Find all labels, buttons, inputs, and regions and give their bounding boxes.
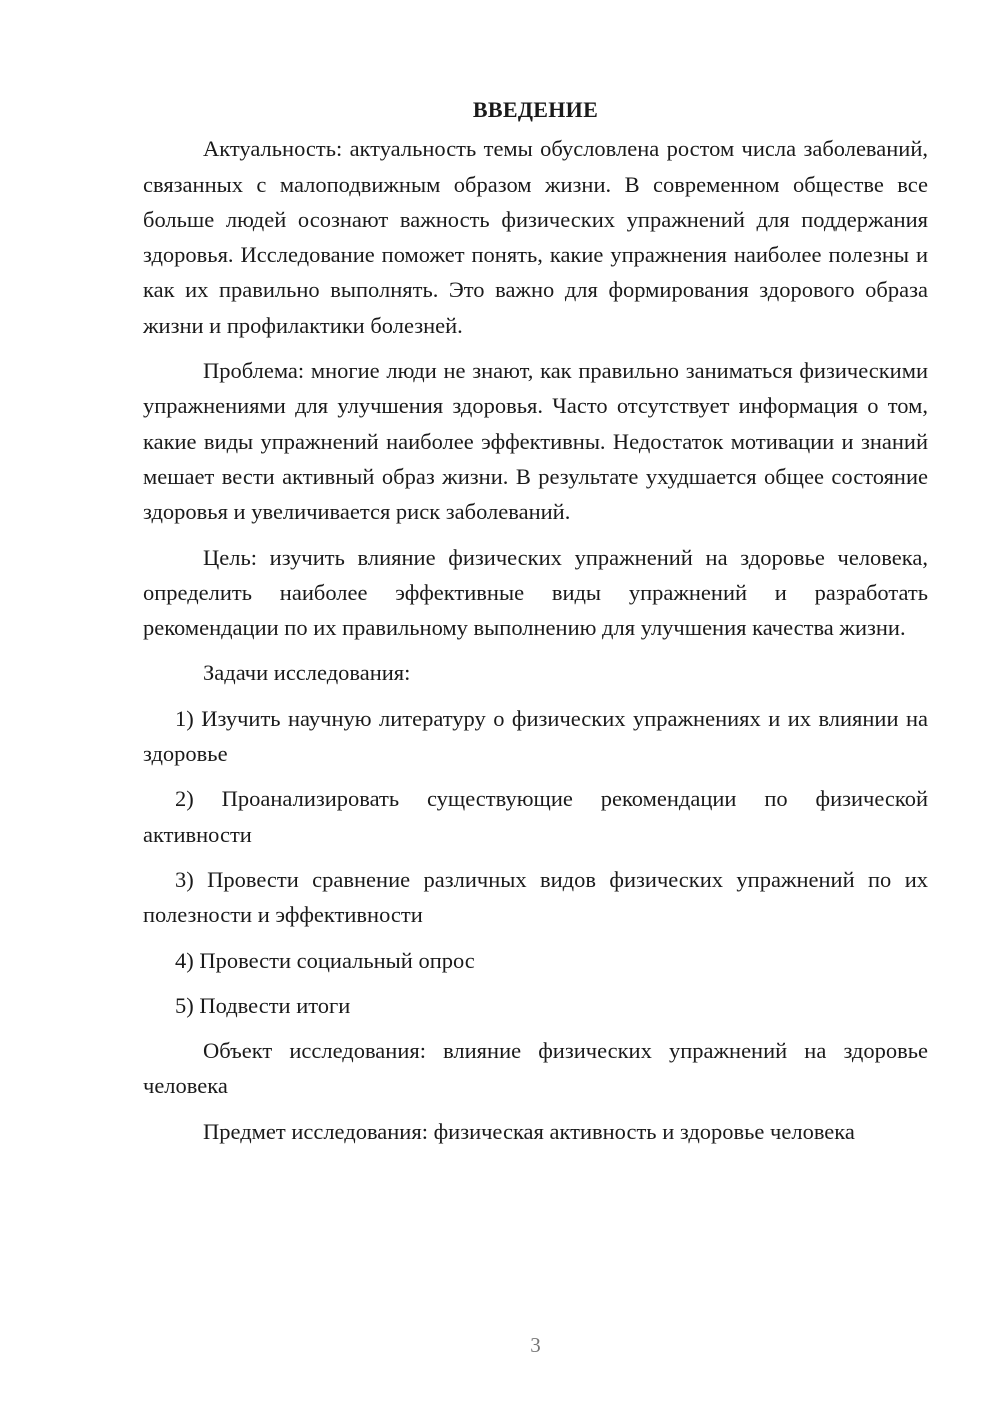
task-item-4: 4) Провести социальный опрос <box>175 947 475 973</box>
goal-paragraph: Цель: изучить влияние физических упражнений на здоровье человека, определить наиболее эффективные виды упражнений и разработать рекомендации по их правильному выполнению для улучшения качества жизни. <box>143 544 928 641</box>
object-paragraph: Объект исследования: влияние физических упражнений на здоровье человека <box>143 1038 928 1099</box>
task-item-2: 2) Проанализировать существующие рекомендации по физической активности <box>143 786 928 847</box>
relevance-paragraph: Актуальность: актуальность темы обусловлена ростом числа заболеваний, связанных с малоподвижным образом жизни. В современном обществе все больше людей осознают важность физических упражнений для поддержания здоровья. Исследование поможет понять, какие упражнения наиболее полезны и как их правильно выполнять. Это важно для формирования здорового образа жизни и профилактики болезней. <box>143 136 928 338</box>
page-title: ВВЕДЕНИЕ <box>472 97 599 122</box>
document-page <box>143 92 928 1159</box>
task-item-1: 1) Изучить научную литературу о физических упражнениях и их влиянии на здоровье <box>143 705 928 767</box>
task-item-3: 3) Провести сравнение различных видов физических упражнений по их полезности и эффективности <box>143 866 928 928</box>
tasks-heading: Задачи исследования: <box>203 660 411 686</box>
subject-paragraph: Предмет исследования: физическая активность и здоровье человека <box>203 1118 855 1144</box>
task-item-5: 5) Подвести итоги <box>175 992 351 1018</box>
page-number: 3 <box>530 1333 541 1357</box>
problem-paragraph: Проблема: многие люди не знают, как правильно заниматься физическими упражнениями для улучшения здоровья. Часто отсутствует информация о том, какие виды упражнений наиболее эффективны. Недостаток мотивации и знаний мешает вести активный образ жизни. В результате ухудшается общее состояние здоровья и увеличивается риск заболеваний. <box>143 358 928 525</box>
